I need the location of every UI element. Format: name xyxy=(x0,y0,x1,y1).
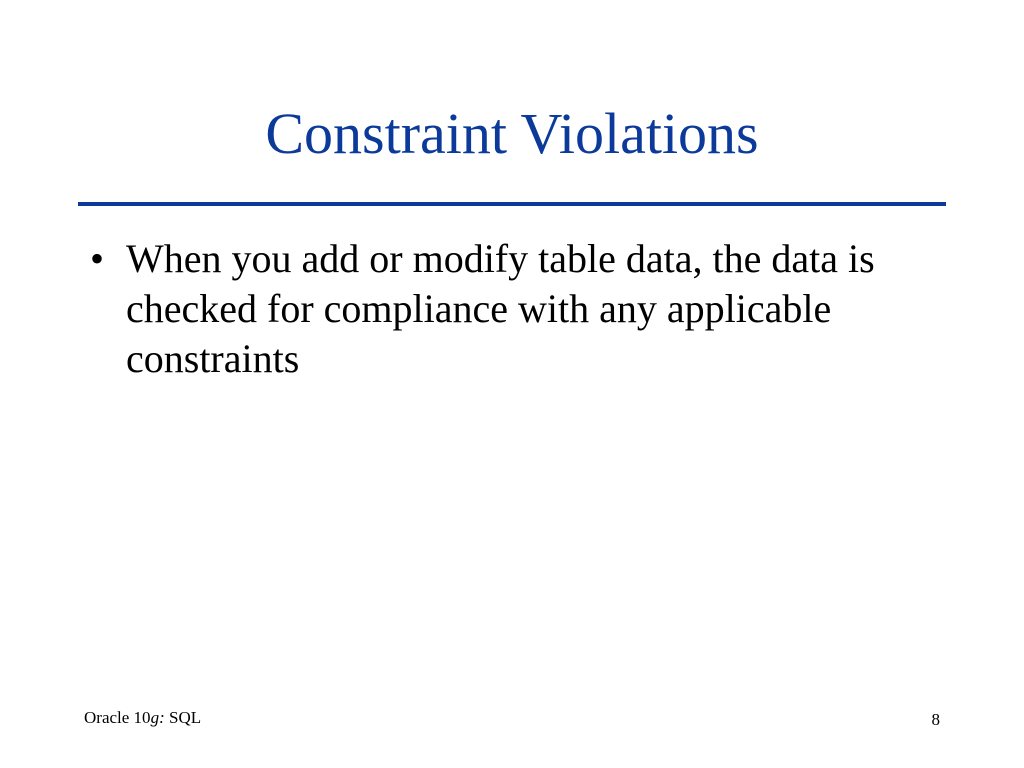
bullet-item xyxy=(80,234,960,384)
footer-product: Oracle 10 xyxy=(84,708,151,727)
title-divider xyxy=(78,202,946,206)
bullet-list xyxy=(80,234,960,384)
bullet-text: When you add or modify table data, the data is checked for compliance with any applicable constraints xyxy=(126,236,875,381)
bullet-marker: • xyxy=(89,236,104,281)
footer-product-italic: g: xyxy=(150,708,165,727)
footer-topic: SQL xyxy=(164,708,202,727)
slide-title: Constraint Violations xyxy=(265,101,759,166)
footer-course-title xyxy=(84,707,201,729)
page-number: 8 xyxy=(931,710,940,729)
